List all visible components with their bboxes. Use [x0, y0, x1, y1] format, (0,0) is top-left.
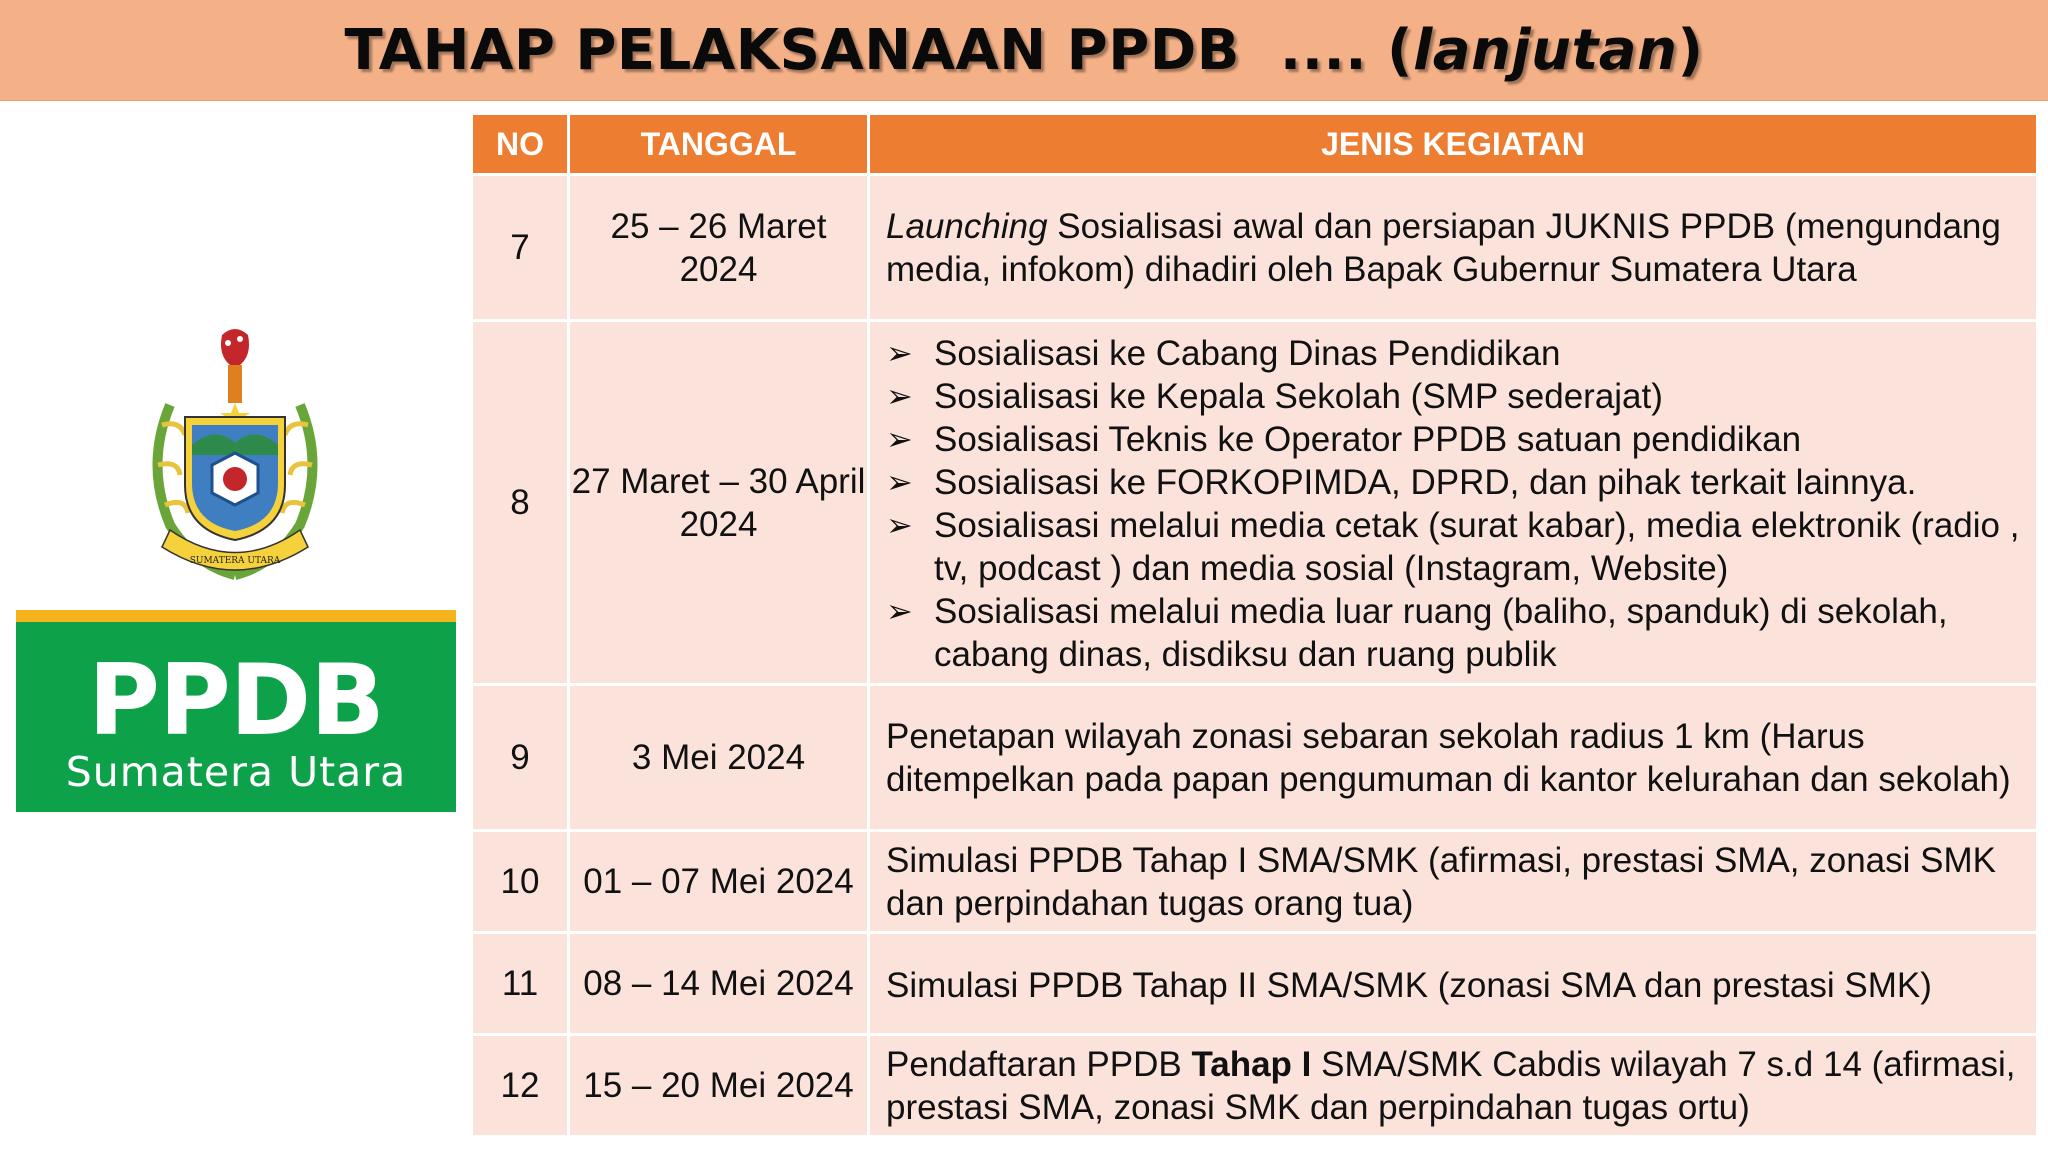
row-no: 12: [472, 1035, 569, 1137]
slide-title-close: ): [1677, 17, 1704, 83]
sumatera-utara-emblem-icon: [140, 325, 330, 595]
row-no: 10: [472, 831, 569, 933]
row-no: 8: [472, 321, 569, 685]
row-tanggal: 01 – 07 Mei 2024: [569, 831, 869, 933]
arrow-bullet-icon: ➢: [886, 377, 913, 414]
launching-text: Launching: [886, 206, 1048, 246]
row-tanggal: 25 – 26 Maret 2024: [569, 175, 869, 321]
row-kegiatan: [869, 1035, 2038, 1137]
ppdb-logo-region: Sumatera Utara: [65, 748, 407, 796]
kegiatan-text: Sosialisasi awal dan persiapan JUKNIS PPDB (mengundang media, infokom) dihadiri oleh Bapak Gubernur Sumatera Utara: [886, 206, 2001, 289]
table-row: [472, 321, 2038, 685]
title-bar: [0, 0, 2048, 101]
list-item: [886, 418, 2026, 461]
header-no: NO: [472, 114, 569, 175]
row-tanggal: 3 Mei 2024: [569, 685, 869, 831]
header-jenis-kegiatan: JENIS KEGIATAN: [869, 114, 2038, 175]
row-kegiatan: [869, 175, 2038, 321]
header-tanggal: TANGGAL: [569, 114, 869, 175]
emblem-ribbon-text: SUMATERA UTARA: [189, 556, 281, 566]
bullet-text: Sosialisasi ke Kepala Sekolah (SMP sederajat): [934, 376, 1663, 416]
row-kegiatan: [869, 321, 2038, 685]
list-item: [886, 332, 2026, 375]
kegiatan-text-bold: Tahap I: [1191, 1044, 1312, 1084]
list-item: [886, 375, 2026, 418]
bullet-text: Sosialisasi melalui media cetak (surat kabar), media elektronik (radio , tv, podcast ) dan media sosial (Instagram, Website): [934, 505, 2020, 588]
bullet-text: Sosialisasi melalui media luar ruang (baliho, spanduk) di sekolah, cabang dinas, disdiksu dan ruang publik: [934, 591, 1948, 674]
bullet-text: Sosialisasi ke FORKOPIMDA, DPRD, dan pihak terkait lainnya.: [934, 462, 1917, 502]
arrow-bullet-icon: ➢: [886, 463, 913, 500]
slide-title: [344, 18, 1703, 83]
bullet-text: Sosialisasi Teknis ke Operator PPDB satuan pendidikan: [934, 419, 1802, 459]
kegiatan-text-pre: Pendaftaran PPDB: [886, 1044, 1192, 1084]
slide-title-main: TAHAP PELAKSANAAN PPDB .... (: [344, 17, 1414, 83]
arrow-bullet-icon: ➢: [886, 334, 913, 371]
row-tanggal: 08 – 14 Mei 2024: [569, 933, 869, 1035]
table-row: [472, 175, 2038, 321]
list-item: [886, 590, 2026, 676]
table-row: [472, 1035, 2038, 1137]
bullet-text: Sosialisasi ke Cabang Dinas Pendidikan: [934, 333, 1561, 373]
schedule-table: [470, 112, 2039, 1138]
row-tanggal: 27 Maret – 30 April 2024: [569, 321, 869, 685]
table-row: [472, 831, 2038, 933]
kegiatan-text-post: SMA/SMK Cabdis wilayah 7 s.d 14 (afirmasi, prestasi SMA, zonasi SMK dan perpindahan tugas ortu): [886, 1044, 2016, 1127]
row-no: 9: [472, 685, 569, 831]
kegiatan-text: Simulasi PPDB Tahap II SMA/SMK (zonasi SMA dan prestasi SMK): [886, 966, 1932, 1005]
row-no: 11: [472, 933, 569, 1035]
slide-title-italic: lanjutan: [1413, 17, 1678, 83]
row-kegiatan: Simulasi PPDB Tahap I SMA/SMK (afirmasi, prestasi SMA, zonasi SMK dan perpindahan tugas orang tua): [869, 831, 2038, 933]
row-no: 7: [472, 175, 569, 321]
table-row: [472, 933, 2038, 1035]
arrow-bullet-icon: ➢: [886, 592, 913, 629]
ppdb-logo: [16, 610, 456, 812]
row-kegiatan: [869, 933, 2038, 1035]
list-item: [886, 504, 2026, 590]
list-item: [886, 461, 2026, 504]
row-tanggal: 15 – 20 Mei 2024: [569, 1035, 869, 1137]
arrow-bullet-icon: ➢: [886, 420, 913, 457]
table-header-row: [472, 114, 2038, 175]
table-row: [472, 685, 2038, 831]
kegiatan-bullet-list: [886, 324, 2026, 682]
ppdb-logo-text: PPDB: [88, 644, 384, 758]
row-kegiatan: Penetapan wilayah zonasi sebaran sekolah radius 1 km (Harus ditempelkan pada papan pengumuman di kantor kelurahan dan sekolah): [869, 685, 2038, 831]
arrow-bullet-icon: ➢: [886, 506, 913, 543]
